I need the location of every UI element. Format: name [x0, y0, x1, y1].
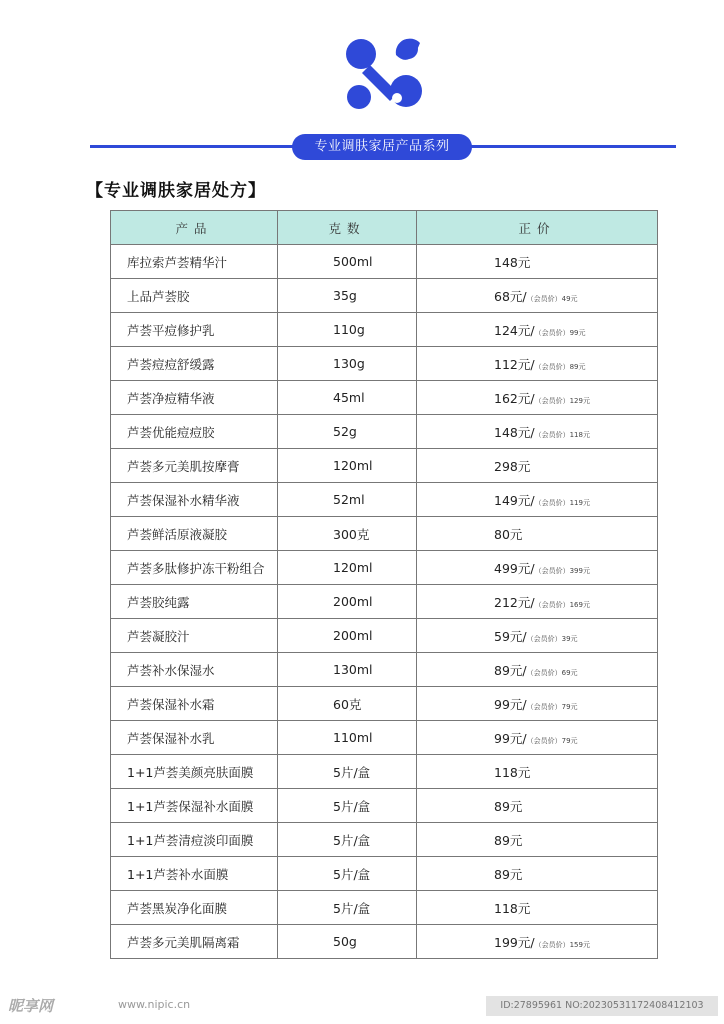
- member-price-label: （会员价）: [526, 668, 562, 677]
- product-name: 芦荟多元美肌隔离霜: [127, 934, 240, 950]
- price-cell: [417, 653, 658, 687]
- member-price: 39元: [561, 634, 578, 643]
- table-row: [111, 585, 658, 619]
- amount-cell: [278, 517, 417, 551]
- amount-cell: [278, 551, 417, 585]
- header-price: 正价: [417, 211, 658, 245]
- member-price-label: （会员价）: [534, 396, 570, 405]
- price: 298元: [494, 458, 531, 474]
- watermark-footer: [0, 992, 724, 1024]
- table-row: [111, 449, 658, 483]
- amount: 52ml: [333, 492, 365, 507]
- product-name-cell: [111, 449, 278, 483]
- member-price-label: （会员价）: [526, 702, 562, 711]
- amount-cell: [278, 891, 417, 925]
- amount-cell: [278, 449, 417, 483]
- amount-cell: [278, 925, 417, 959]
- series-banner: 专业调肤家居产品系列: [292, 134, 472, 160]
- product-name-cell: [111, 279, 278, 313]
- price-cell: [417, 415, 658, 449]
- price: 499元/: [494, 560, 535, 576]
- table-row: [111, 857, 658, 891]
- product-name-cell: [111, 755, 278, 789]
- amount: 120ml: [333, 560, 373, 575]
- product-name-cell: [111, 381, 278, 415]
- price-table: [110, 210, 658, 959]
- product-name: 库拉索芦荟精华汁: [127, 254, 228, 270]
- price-cell: [417, 517, 658, 551]
- amount: 130ml: [333, 662, 373, 677]
- price: 118元: [494, 900, 531, 916]
- product-name-cell: [111, 415, 278, 449]
- product-name: 芦荟补水保湿水: [127, 662, 215, 678]
- price: 99元/: [494, 730, 527, 746]
- amount: 52g: [333, 424, 357, 439]
- price-cell: [417, 449, 658, 483]
- member-price: 79元: [561, 702, 578, 711]
- member-price: 159元: [569, 940, 590, 949]
- amount-cell: [278, 245, 417, 279]
- member-price-label: （会员价）: [534, 566, 570, 575]
- member-price: 399元: [569, 566, 590, 575]
- price: 149元/: [494, 492, 535, 508]
- table-row: [111, 245, 658, 279]
- brand-logo-icon: [340, 35, 426, 113]
- product-name: 芦荟优能痘痘胶: [127, 424, 215, 440]
- member-price: 89元: [569, 362, 586, 371]
- member-price-label: （会员价）: [534, 940, 570, 949]
- amount: 35g: [333, 288, 357, 303]
- product-name-cell: [111, 823, 278, 857]
- table-row: [111, 381, 658, 415]
- price: 148元/: [494, 424, 535, 440]
- footer-id: ID:27895961 NO:20230531172408412103: [486, 996, 718, 1016]
- amount: 45ml: [333, 390, 365, 405]
- price: 212元/: [494, 594, 535, 610]
- member-price: 69元: [561, 668, 578, 677]
- amount-cell: [278, 619, 417, 653]
- table-row: [111, 483, 658, 517]
- table-row: [111, 891, 658, 925]
- amount-cell: [278, 483, 417, 517]
- amount-cell: [278, 585, 417, 619]
- amount-cell: [278, 823, 417, 857]
- member-price: 119元: [569, 498, 590, 507]
- product-name: 1+1芦荟补水面膜: [127, 866, 229, 882]
- product-name: 上品芦荟胶: [127, 288, 190, 304]
- price: 59元/: [494, 628, 527, 644]
- price-cell: [417, 483, 658, 517]
- amount: 5片/盒: [333, 764, 371, 780]
- table-row: [111, 721, 658, 755]
- amount: 130g: [333, 356, 365, 371]
- footer-site: www.nipic.cn: [118, 998, 191, 1011]
- price-cell: [417, 619, 658, 653]
- price-cell: [417, 823, 658, 857]
- product-name-cell: [111, 891, 278, 925]
- member-price: 49元: [561, 294, 578, 303]
- amount: 500ml: [333, 254, 373, 269]
- amount-cell: [278, 755, 417, 789]
- product-name: 芦荟多肽修护冻干粉组合: [127, 560, 265, 576]
- price-cell: [417, 857, 658, 891]
- price: 68元/: [494, 288, 527, 304]
- header-product: 产品: [111, 211, 278, 245]
- amount: 110ml: [333, 730, 373, 745]
- amount: 5片/盒: [333, 900, 371, 916]
- price: 148元: [494, 254, 531, 270]
- amount-cell: [278, 857, 417, 891]
- price-cell: [417, 789, 658, 823]
- product-name: 芦荟平痘修护乳: [127, 322, 215, 338]
- price: 89元/: [494, 662, 527, 678]
- member-price-label: （会员价）: [534, 600, 570, 609]
- member-price-label: （会员价）: [526, 294, 562, 303]
- table-row: [111, 415, 658, 449]
- product-name: 芦荟鲜活原液凝胶: [127, 526, 228, 542]
- table-row: [111, 823, 658, 857]
- price: 124元/: [494, 322, 535, 338]
- price: 118元: [494, 764, 531, 780]
- product-name: 1+1芦荟保湿补水面膜: [127, 798, 254, 814]
- table-row: [111, 619, 658, 653]
- price-cell: [417, 687, 658, 721]
- product-name-cell: [111, 687, 278, 721]
- table-row: [111, 789, 658, 823]
- price: 99元/: [494, 696, 527, 712]
- amount: 200ml: [333, 628, 373, 643]
- amount-cell: [278, 313, 417, 347]
- price-cell: [417, 891, 658, 925]
- product-name-cell: [111, 245, 278, 279]
- product-name-cell: [111, 585, 278, 619]
- price: 89元: [494, 798, 523, 814]
- member-price-label: （会员价）: [534, 498, 570, 507]
- amount-cell: [278, 653, 417, 687]
- member-price-label: （会员价）: [526, 736, 562, 745]
- product-name-cell: [111, 483, 278, 517]
- member-price: 99元: [569, 328, 586, 337]
- price-cell: [417, 585, 658, 619]
- price-cell: [417, 721, 658, 755]
- amount: 60克: [333, 696, 362, 712]
- product-name: 芦荟保湿补水霜: [127, 696, 215, 712]
- amount-cell: [278, 789, 417, 823]
- product-name-cell: [111, 721, 278, 755]
- product-name-cell: [111, 789, 278, 823]
- product-name: 芦荟保湿补水精华液: [127, 492, 240, 508]
- table-header-row: [111, 211, 658, 245]
- member-price: 169元: [569, 600, 590, 609]
- amount-cell: [278, 347, 417, 381]
- member-price-label: （会员价）: [534, 430, 570, 439]
- price-cell: [417, 245, 658, 279]
- price-cell: [417, 925, 658, 959]
- member-price-label: （会员价）: [534, 328, 570, 337]
- price-cell: [417, 279, 658, 313]
- product-name-cell: [111, 653, 278, 687]
- product-name: 1+1芦荟清痘淡印面膜: [127, 832, 254, 848]
- price: 80元: [494, 526, 523, 542]
- amount-cell: [278, 687, 417, 721]
- amount: 5片/盒: [333, 832, 371, 848]
- member-price: 118元: [569, 430, 590, 439]
- header-amount: 克数: [278, 211, 417, 245]
- amount: 200ml: [333, 594, 373, 609]
- product-name: 芦荟痘痘舒缓露: [127, 356, 215, 372]
- product-name: 芦荟多元美肌按摩膏: [127, 458, 240, 474]
- table-row: [111, 279, 658, 313]
- price: 89元: [494, 832, 523, 848]
- footer-brand: 昵享网: [8, 997, 54, 1015]
- price: 199元/: [494, 934, 535, 950]
- price-cell: [417, 381, 658, 415]
- price: 162元/: [494, 390, 535, 406]
- amount: 110g: [333, 322, 365, 337]
- section-title: 【专业调肤家居处方】: [86, 181, 266, 201]
- table-row: [111, 925, 658, 959]
- amount: 50g: [333, 934, 357, 949]
- price-cell: [417, 347, 658, 381]
- table-row: [111, 687, 658, 721]
- price: 112元/: [494, 356, 535, 372]
- product-name: 芦荟保湿补水乳: [127, 730, 215, 746]
- product-name-cell: [111, 347, 278, 381]
- product-name: 芦荟凝胶汁: [127, 628, 190, 644]
- amount: 300克: [333, 526, 370, 542]
- member-price: 79元: [561, 736, 578, 745]
- product-name-cell: [111, 857, 278, 891]
- amount: 5片/盒: [333, 866, 371, 882]
- amount: 5片/盒: [333, 798, 371, 814]
- member-price-label: （会员价）: [534, 362, 570, 371]
- product-name: 芦荟黑炭净化面膜: [127, 900, 228, 916]
- price: 89元: [494, 866, 523, 882]
- table-row: [111, 517, 658, 551]
- price-cell: [417, 551, 658, 585]
- amount-cell: [278, 279, 417, 313]
- table-row: [111, 551, 658, 585]
- amount: 120ml: [333, 458, 373, 473]
- amount-cell: [278, 381, 417, 415]
- price-cell: [417, 313, 658, 347]
- product-name: 芦荟胶纯露: [127, 594, 190, 610]
- price-cell: [417, 755, 658, 789]
- member-price-label: （会员价）: [526, 634, 562, 643]
- table-row: [111, 313, 658, 347]
- table-row: [111, 347, 658, 381]
- product-name-cell: [111, 517, 278, 551]
- product-name-cell: [111, 619, 278, 653]
- table-row: [111, 653, 658, 687]
- product-name: 1+1芦荟美颜亮肤面膜: [127, 764, 254, 780]
- product-name: 芦荟净痘精华液: [127, 390, 215, 406]
- product-name-cell: [111, 925, 278, 959]
- table-row: [111, 755, 658, 789]
- amount-cell: [278, 415, 417, 449]
- amount-cell: [278, 721, 417, 755]
- product-name-cell: [111, 551, 278, 585]
- member-price: 129元: [569, 396, 590, 405]
- product-name-cell: [111, 313, 278, 347]
